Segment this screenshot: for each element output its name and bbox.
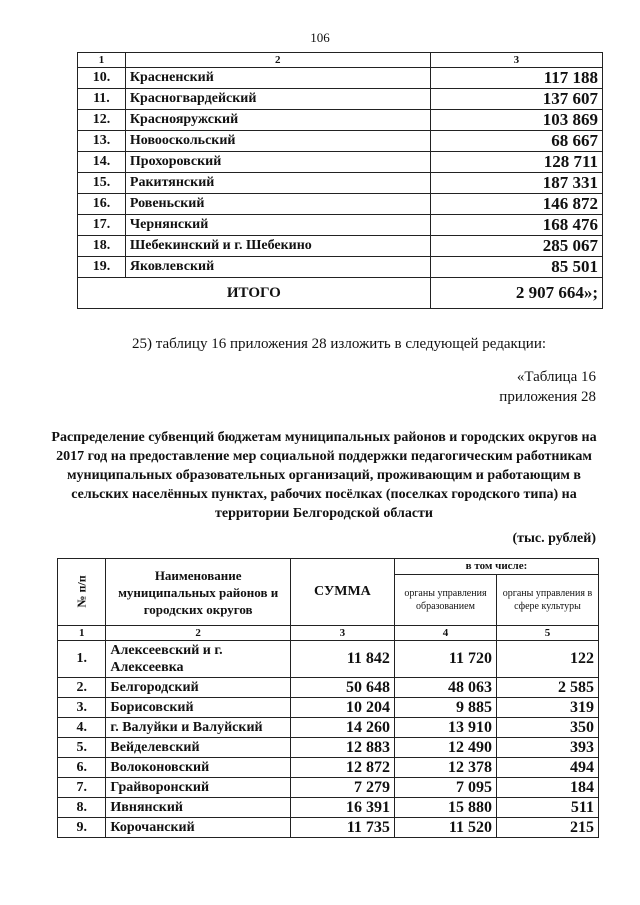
amount-value: 285 067 [430,236,602,257]
education-value: 11 520 [394,818,496,838]
sum-value: 16 391 [290,798,394,818]
row-number: 13. [78,131,126,152]
table-row [58,678,599,698]
row-number: 16. [78,194,126,215]
amount-value: 187 331 [430,173,602,194]
column-index: 3 [430,53,602,68]
column-index: 2 [125,53,430,68]
education-value: 48 063 [394,678,496,698]
column-header-education: органы управления образованием [394,574,496,625]
row-number: 7. [58,778,106,798]
sum-value: 7 279 [290,778,394,798]
district-name: Чернянский [125,215,430,236]
table-row [78,131,603,152]
culture-value: 494 [496,758,598,778]
table-row [58,641,599,678]
page-number: 106 [310,30,330,45]
district-name: Яковлевский [125,257,430,278]
column-index: 2 [106,626,290,641]
row-number: 8. [58,798,106,818]
total-label: ИТОГО [78,278,431,309]
total-value: 2 907 664»; [430,278,602,309]
education-value: 15 880 [394,798,496,818]
sum-value: 11 735 [290,818,394,838]
table-row [78,257,603,278]
row-number: 11. [78,89,126,110]
column-header-sum: СУММА [290,559,394,626]
row-number: 6. [58,758,106,778]
culture-value: 319 [496,698,598,718]
table-row [78,194,603,215]
district-name: Волоконовский [106,758,290,778]
district-name: г. Валуйки и Валуйский [106,718,290,738]
table-row [58,718,599,738]
district-name: Шебекинский и г. Шебекино [125,236,430,257]
table-row [78,215,603,236]
row-number: 10. [78,68,126,89]
table-reference-line: «Таблица 16 [516,369,596,385]
row-number: 12. [78,110,126,131]
table-reference-line: приложения 28 [499,389,596,405]
row-number: 5. [58,738,106,758]
table-row [78,110,603,131]
allocation-table-continued [77,52,603,309]
amount-value: 128 711 [430,152,602,173]
column-index: 1 [58,626,106,641]
district-name: Борисовский [106,698,290,718]
row-number: 1. [58,641,106,678]
district-name: Вейделевский [106,738,290,758]
district-name: Красногвардейский [125,89,430,110]
education-value: 9 885 [394,698,496,718]
units-label: (тыс. рублей) [512,531,596,546]
amount-value: 103 869 [430,110,602,131]
table-index-row [58,626,599,641]
table-row [58,698,599,718]
column-index: 4 [394,626,496,641]
table-reference [499,367,596,407]
sum-value: 14 260 [290,718,394,738]
education-value: 13 910 [394,718,496,738]
amount-value: 68 667 [430,131,602,152]
table-row [78,89,603,110]
table-index-row [78,53,603,68]
column-header-culture: органы управления в сфере культуры [496,574,598,625]
column-index: 5 [496,626,598,641]
table-row [78,236,603,257]
subvention-table [57,558,599,838]
district-name: Ракитянский [125,173,430,194]
sum-value: 12 872 [290,758,394,778]
culture-value: 393 [496,738,598,758]
table-row [58,778,599,798]
sum-value: 11 842 [290,641,394,678]
row-number: 4. [58,718,106,738]
culture-value: 122 [496,641,598,678]
row-number: 14. [78,152,126,173]
row-number: 17. [78,215,126,236]
district-name: Красненский [125,68,430,89]
district-name: Белгородский [106,678,290,698]
district-name: Ивнянский [106,798,290,818]
sum-value: 10 204 [290,698,394,718]
sum-value: 50 648 [290,678,394,698]
row-number: 3. [58,698,106,718]
table-header-row [58,559,599,575]
district-name: Алексеевский и г. Алексеевка [106,641,290,678]
table-row [78,68,603,89]
culture-value: 215 [496,818,598,838]
table-row [58,738,599,758]
table-row [58,758,599,778]
district-name: Прохоровский [125,152,430,173]
amount-value: 117 188 [430,68,602,89]
education-value: 11 720 [394,641,496,678]
amount-value: 168 476 [430,215,602,236]
culture-value: 184 [496,778,598,798]
culture-value: 2 585 [496,678,598,698]
amendment-paragraph: 25) таблицу 16 приложения 28 изложить в следующей редакции: [132,336,547,352]
row-number: 15. [78,173,126,194]
district-name: Грайворонский [106,778,290,798]
table-row [78,173,603,194]
table-row [78,152,603,173]
amount-value: 146 872 [430,194,602,215]
culture-value: 511 [496,798,598,818]
table-row [58,798,599,818]
column-header-number: № п/п [58,559,106,626]
table-total-row [78,278,603,309]
row-number: 9. [58,818,106,838]
amount-value: 137 607 [430,89,602,110]
education-value: 7 095 [394,778,496,798]
column-header-name: Наименование муниципальных районов и городских округов [106,559,290,626]
sum-value: 12 883 [290,738,394,758]
amount-value: 85 501 [430,257,602,278]
table-title: Распределение субвенций бюджетам муниципальных районов и городских округов на 2017 год на предоставление мер социальной поддержки педагогическим работникам муниципальных образовательных организаций, проживающим и работающим в сельских населённых пунктах, рабочих посёлках (поселках городского типа) на территории Белгородской области [51,430,597,521]
row-number: 19. [78,257,126,278]
column-index: 3 [290,626,394,641]
table-row [58,818,599,838]
column-header-including: в том числе: [394,559,598,575]
row-number: 2. [58,678,106,698]
district-name: Корочанский [106,818,290,838]
education-value: 12 378 [394,758,496,778]
column-index: 1 [78,53,126,68]
culture-value: 350 [496,718,598,738]
district-name: Новооскольский [125,131,430,152]
district-name: Краснояружский [125,110,430,131]
district-name: Ровеньский [125,194,430,215]
education-value: 12 490 [394,738,496,758]
row-number: 18. [78,236,126,257]
